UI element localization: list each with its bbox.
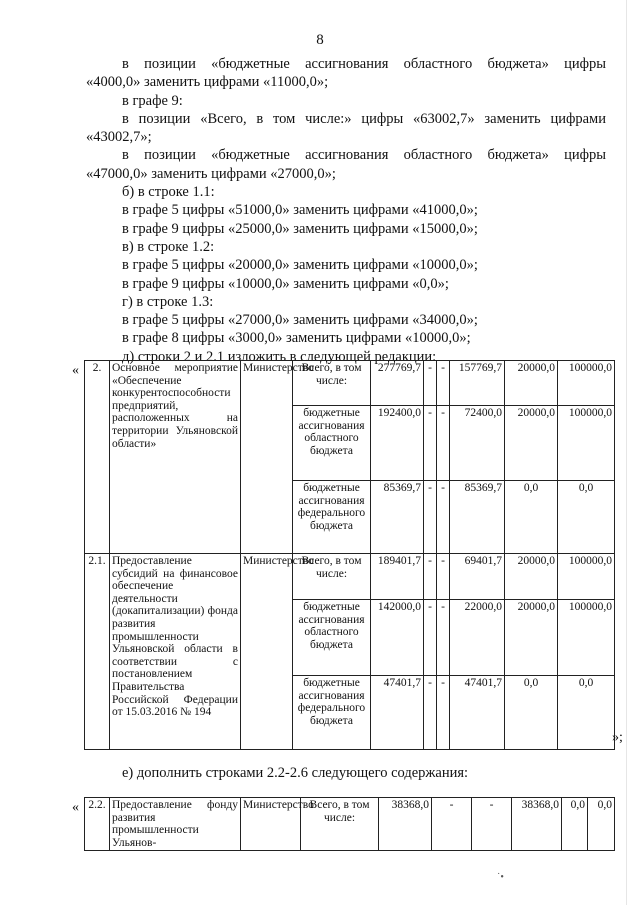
text-line: д) строки 2 и 2.1 изложить в следующей редакции:: [122, 348, 437, 365]
measure-name: Основное мероприятие «Обеспечение конкурентоспособности предприятий, расположенных на территории Ульяновской области»: [110, 361, 241, 554]
total-value: 47401,7: [371, 676, 424, 750]
measure-name: Предоставление фонду развития промышленности Ульянов-: [110, 798, 241, 851]
year-value: 22000,0: [450, 600, 505, 676]
year-value: -: [424, 481, 437, 554]
year-value: -: [437, 676, 450, 750]
year-value: 20000,0: [505, 554, 558, 600]
responsible-org: Министерство: [241, 798, 301, 851]
year-value: 0,0: [558, 676, 615, 750]
text-line: в графе 8 цифры «3000,0» заменить цифрами «10000,0»;: [122, 330, 471, 347]
funding-source: Всего, в том числе:: [301, 798, 379, 851]
year-value: 20000,0: [505, 361, 558, 406]
text-line: «47000,0» заменить цифрами «27000,0»;: [86, 165, 336, 182]
page-number: 8: [316, 32, 324, 48]
year-value: -: [472, 798, 512, 851]
year-value: 85369,7: [450, 481, 505, 554]
table-row: [85, 798, 615, 851]
year-value: -: [424, 600, 437, 676]
text-line: в графе 5 цифры «27000,0» заменить цифрами «34000,0»;: [122, 312, 478, 329]
year-value: -: [424, 676, 437, 750]
year-value: 38368,0: [512, 798, 562, 851]
row-number: 2.2.: [85, 798, 110, 851]
text-line: «43002,7»;: [86, 129, 152, 146]
table-row: [85, 361, 615, 406]
year-value: 20000,0: [505, 406, 558, 481]
year-value: 72400,0: [450, 406, 505, 481]
responsible-org: Министерство: [241, 361, 293, 554]
year-value: 69401,7: [450, 554, 505, 600]
year-value: -: [424, 406, 437, 481]
scan-speck: ˙•: [497, 872, 504, 883]
responsible-org: Министерство: [241, 554, 293, 750]
year-value: 47401,7: [450, 676, 505, 750]
funding-source: бюджетные ассигнования областного бюджета: [293, 600, 371, 676]
year-value: -: [437, 554, 450, 600]
text-line: в графе 5 цифры «20000,0» заменить цифрами «10000,0»;: [122, 257, 478, 274]
funding-source: бюджетные ассигнования федерального бюджета: [293, 676, 371, 750]
text-line: е) дополнить строками 2.2-2.6 следующего содержания:: [122, 765, 469, 781]
text-line: в позиции «бюджетные ассигнования областного бюджета» цифры: [122, 56, 606, 72]
year-value: -: [437, 361, 450, 406]
text-line: в графе 9:: [122, 92, 183, 109]
year-value: -: [437, 600, 450, 676]
year-value: 100000,0: [558, 361, 615, 406]
row-number: 2.: [85, 361, 110, 554]
section-e-heading: [122, 764, 602, 782]
funding-source: Всего, в том числе:: [293, 361, 371, 406]
text-line: в графе 5 цифры «51000,0» заменить цифрами «41000,0»;: [122, 202, 478, 219]
open-quote: «: [72, 800, 79, 815]
total-value: 142000,0: [371, 600, 424, 676]
text-line: г) в строке 1.3:: [122, 293, 214, 310]
text-line: «4000,0» заменить цифрами «11000,0»;: [86, 74, 329, 91]
text-line: в позиции «бюджетные ассигнования областного бюджета» цифры: [122, 147, 606, 164]
funding-source: бюджетные ассигнования областного бюджета: [293, 406, 371, 481]
year-value: 0,0: [558, 481, 615, 554]
scan-edge-line: [626, 0, 627, 905]
measure-name: Предоставление субсидий на финансовое обеспечение деятельности (докапитализации) фонда развития промышленности Ульяновской области в соответствии с постановлением Правительства Российской Федерации от 15.03.2016 № 194: [110, 554, 241, 750]
year-value: -: [424, 554, 437, 600]
year-value: 0,0: [588, 798, 615, 851]
total-value: 38368,0: [379, 798, 432, 851]
year-value: 157769,7: [450, 361, 505, 406]
year-value: 100000,0: [558, 554, 615, 600]
text-line: б) в строке 1.1:: [122, 184, 215, 201]
text-line: в) в строке 1.2:: [122, 238, 215, 255]
year-value: -: [437, 406, 450, 481]
text-line: в позиции «Всего, в том числе:» цифры «63002,7» заменить цифрами: [122, 110, 606, 127]
program-table-additions: [84, 797, 615, 851]
table-row: [85, 554, 615, 600]
total-value: 189401,7: [371, 554, 424, 600]
year-value: 100000,0: [558, 600, 615, 676]
close-quote: »;: [612, 730, 623, 745]
amendment-text: [86, 55, 606, 366]
year-value: -: [424, 361, 437, 406]
year-value: 20000,0: [505, 600, 558, 676]
year-value: -: [432, 798, 472, 851]
open-quote: «: [72, 363, 79, 378]
year-value: 0,0: [505, 481, 558, 554]
funding-source: бюджетные ассигнования федерального бюджета: [293, 481, 371, 554]
total-value: 85369,7: [371, 481, 424, 554]
year-value: 0,0: [505, 676, 558, 750]
funding-source: Всего, в том числе:: [293, 554, 371, 600]
program-table: [84, 360, 615, 750]
text-line: в графе 9 цифры «25000,0» заменить цифрами «15000,0»;: [122, 220, 478, 237]
total-value: 192400,0: [371, 406, 424, 481]
year-value: -: [437, 481, 450, 554]
year-value: 100000,0: [558, 406, 615, 481]
total-value: 277769,7: [371, 361, 424, 406]
year-value: 0,0: [562, 798, 588, 851]
row-number: 2.1.: [85, 554, 110, 750]
text-line: в графе 9 цифры «10000,0» заменить цифрами «0,0»;: [122, 275, 449, 292]
